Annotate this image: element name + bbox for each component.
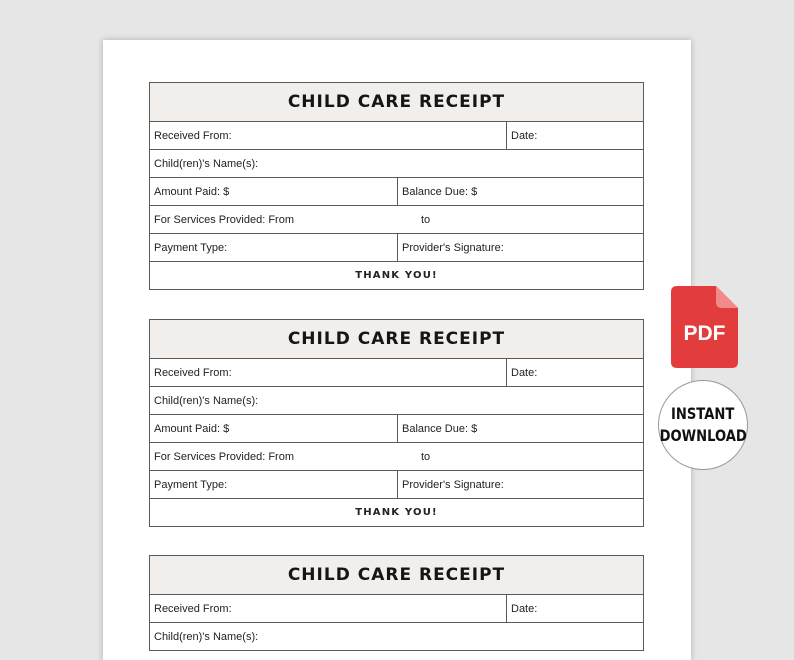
document-page — [103, 40, 691, 660]
received-from-row — [150, 122, 643, 150]
date-field[interactable]: Date: — [511, 129, 538, 142]
services-row — [150, 443, 643, 471]
amount-paid-field[interactable]: Amount Paid: $ — [150, 178, 398, 205]
receipt-3 — [149, 555, 644, 651]
received-from-field[interactable]: Received From: — [150, 359, 507, 386]
received-from-row — [150, 595, 643, 623]
payment-type-field[interactable]: Payment Type: — [150, 471, 398, 498]
pdf-label: PDF — [683, 322, 726, 345]
thank-you-row — [150, 262, 643, 289]
children-names-field[interactable]: Child(ren)'s Name(s): — [154, 630, 259, 643]
thank-you-text: THANK YOU! — [355, 507, 438, 518]
received-from-row — [150, 359, 643, 387]
provider-signature-field[interactable]: Provider's Signature: — [402, 478, 504, 491]
receipt-title: CHILD CARE RECEIPT — [150, 320, 643, 359]
services-from-label: For Services Provided: From — [154, 213, 294, 226]
balance-due-field[interactable]: Balance Due: $ — [402, 185, 478, 198]
provider-signature-field[interactable]: Provider's Signature: — [402, 241, 504, 254]
amount-paid-field[interactable]: Amount Paid: $ — [150, 415, 398, 442]
payment-row — [150, 471, 643, 499]
children-names-row — [150, 623, 643, 650]
services-to-label: to — [420, 450, 431, 463]
amount-row — [150, 178, 643, 206]
services-row — [150, 206, 643, 234]
instant-label: INSTANT — [671, 404, 735, 423]
received-from-field[interactable]: Received From: — [150, 595, 507, 622]
receipt-title: CHILD CARE RECEIPT — [150, 83, 643, 122]
payment-type-field[interactable]: Payment Type: — [150, 234, 398, 261]
services-field[interactable] — [150, 443, 643, 470]
date-field[interactable]: Date: — [511, 602, 538, 615]
download-label: DOWNLOAD — [659, 426, 747, 445]
pdf-file-icon — [671, 286, 738, 368]
receipt-1 — [149, 82, 644, 290]
children-names-row — [150, 150, 643, 178]
receipt-2 — [149, 319, 644, 527]
children-names-row — [150, 387, 643, 415]
received-from-field[interactable]: Received From: — [150, 122, 507, 149]
date-field[interactable]: Date: — [511, 366, 538, 379]
receipt-title: CHILD CARE RECEIPT — [150, 556, 643, 595]
services-from-label: For Services Provided: From — [154, 450, 294, 463]
thank-you-row — [150, 499, 643, 526]
thank-you-text: THANK YOU! — [355, 270, 438, 281]
children-names-field[interactable]: Child(ren)'s Name(s): — [154, 157, 259, 170]
services-field[interactable] — [150, 206, 643, 233]
instant-download-badge — [658, 380, 748, 470]
children-names-field[interactable]: Child(ren)'s Name(s): — [154, 394, 259, 407]
amount-row — [150, 415, 643, 443]
payment-row — [150, 234, 643, 262]
balance-due-field[interactable]: Balance Due: $ — [402, 422, 478, 435]
services-to-label: to — [420, 213, 431, 226]
